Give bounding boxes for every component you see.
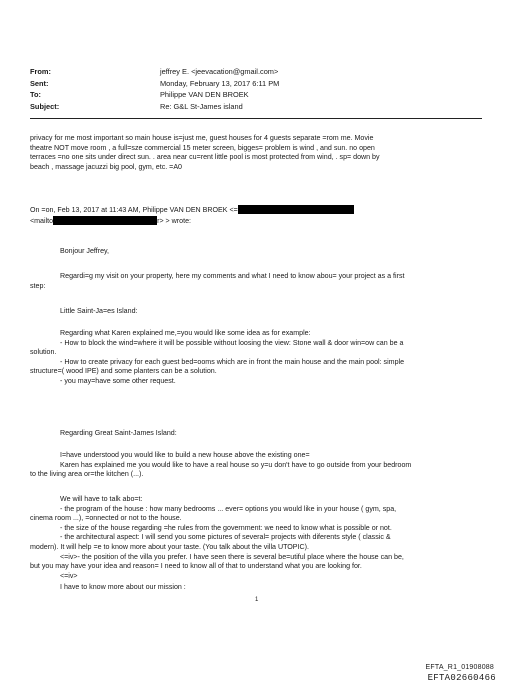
text-line: - the program of the house : how many bedrooms ... ever= options you would like in your house ( gym, spa, <box>60 504 397 513</box>
to-value: Philippe VAN DEN BROEK <box>160 90 249 99</box>
text-line: structure=( wood IPE) and some planters can be a solution. <box>30 367 217 376</box>
document-id: EFTA_R1_01908088 <box>425 664 494 671</box>
redaction-block <box>53 216 157 225</box>
great-island-heading: Regarding Great Saint-James Island: <box>60 429 177 437</box>
great-island-paragraph <box>30 451 485 480</box>
text-line: <=iv>- the position of the villa you prefer. I have seen there is several be=utiful place where the house can be, <box>60 552 404 561</box>
text-line: theatre NOT move room , a full=sze commercial 15 meter screen, bigges= problem is wind , and sun. no open <box>30 143 375 152</box>
to-row <box>30 89 279 101</box>
text-line: Karen has explained me you would like to have a real house so y=u don't have to go outside from your bedroom <box>60 460 412 469</box>
little-island-heading: Little Saint-Ja=es Island: <box>60 307 138 315</box>
quote-line-1: On =on, Feb 13, 2017 at 11:43 AM, Philippe VAN DEN BROEK <= <box>30 206 238 214</box>
text-line <box>30 205 485 216</box>
from-label: From: <box>30 67 51 76</box>
text-line: <=iv> <box>60 571 78 580</box>
sent-row <box>30 78 279 90</box>
text-line: Regardi=g my visit on your property, here my comments and what I need to know abou= your project as a first <box>60 272 405 280</box>
text-line: - you may=have some other request. <box>60 376 176 385</box>
text-line: beach , massage jacuzzi big pool, gym, etc. =A0 <box>30 162 183 171</box>
text-line: - How to block the wind=where it will be possible without loosing the view: Stone wall & door win=ow can be a <box>60 338 404 347</box>
header-divider <box>30 118 482 119</box>
greeting: Bonjour Jeffrey, <box>60 247 110 255</box>
text-line: Regarding what Karen explained me,=you would like some idea as for example: <box>60 329 311 337</box>
text-line: - the size of the house regarding =he rules from the government: we need to know what is possible or not. <box>60 523 392 532</box>
text-line: terraces =no one sits under direct sun. . area near cu=rent little pool is most protected from wind, . sp= down by <box>30 153 380 162</box>
text-line: modern). It will help =e to know more about your taste. (You talk about the villa UTOPIC). <box>30 542 309 551</box>
text-line <box>30 216 485 227</box>
text-line: solution. <box>30 348 57 357</box>
text-line: cinema room ...), =onnected or not to the house. <box>30 514 182 523</box>
text-line: - the architectural aspect: I will send you some pictures of several= projects with diferents style ( classic & <box>60 533 391 542</box>
bates-number: EFTA02660466 <box>427 673 496 683</box>
to-label: To: <box>30 90 41 99</box>
mission-line: I have to know more about our mission : <box>60 583 186 591</box>
text-line: We will have to talk abo=t: <box>60 495 143 503</box>
reply-paragraph <box>30 134 485 172</box>
redaction-block <box>238 205 354 214</box>
text-line: privacy for me most important so main house is=just me, guest houses for 4 guests separate =rom me. Movie <box>30 134 374 142</box>
quote-line-2a: <mailto <box>30 216 54 225</box>
text-line: - How to create privacy for each guest bed=ooms which are in front the main house and the main pool: simple <box>60 357 405 366</box>
subject-value: Re: G&L St-James island <box>160 101 243 111</box>
sent-value: Monday, February 13, 2017 6:11 PM <box>160 78 280 88</box>
little-island-paragraph <box>30 329 485 387</box>
sent-label: Sent: <box>30 78 49 88</box>
page-number: 1 <box>255 597 259 603</box>
text-line: step: <box>30 281 46 290</box>
from-row <box>30 66 279 78</box>
talk-paragraph <box>30 495 485 581</box>
quote-line-2b: r> > wrote: <box>157 216 191 225</box>
text-line: to the living area or=the kitchen (...). <box>30 470 144 479</box>
intro-paragraph <box>30 272 485 291</box>
email-header <box>30 66 279 112</box>
subject-label: Subject: <box>30 101 60 111</box>
from-value: jeffrey E. <jeevacation@gmail.com> <box>160 67 279 76</box>
quote-attribution <box>30 205 485 226</box>
text-line: but you may have your idea and reason= I need to know all of that to understand what you are looking for. <box>30 562 362 571</box>
text-line: I=have understood you would like to build a new house above the existing one= <box>60 451 310 459</box>
subject-row <box>30 101 279 113</box>
